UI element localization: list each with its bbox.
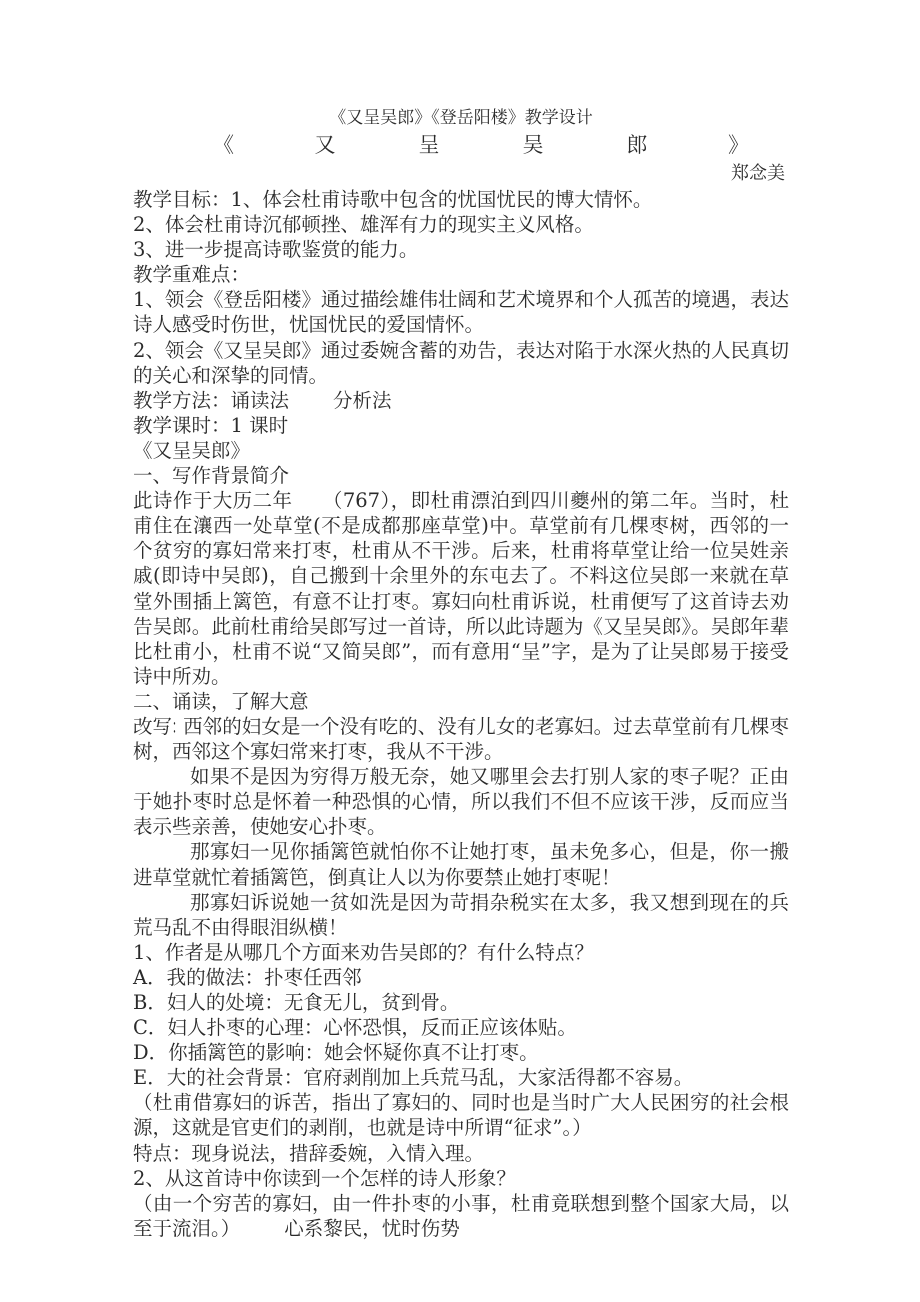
poem-title-char-1: 又	[314, 133, 336, 157]
rewrite-paragraph-2: 如果不是因为穷得万般无奈，她又哪里会去打别人家的枣子呢？正由于她扑枣时总是怀着一种恐惧的心情，所以我们不但不应该干涉，反而应当表示些亲善，使她安心扑枣。	[133, 765, 789, 839]
answer-2-summary: 心系黎民，忧时伤势	[284, 1216, 460, 1240]
document-content	[133, 106, 789, 1241]
parenthetical-note: （杜甫借寡妇的诉苦，指出了寡妇的、同时也是当时广大人民困穷的社会根源，这就是官吏们的剥削，也就是诗中所谓“征求”。）	[133, 1091, 789, 1140]
teaching-method-value: 分析法	[333, 388, 392, 412]
document-header-title: 《又呈吴郎》《登岳阳楼》教学设计	[329, 108, 593, 128]
background-main-part: （767），即杜甫漂泊到四川夔州的第二年。当时，杜甫住在瀼西一处草堂(不是成都那座草堂)中。草堂前有几棵枣树，西邻的一个贫穷的寡妇常来打枣，杜甫从不干涉。后来，杜甫将草堂让给一位吴姓亲戚(即诗中吴郎)，自己搬到十余里外的东屯去了。不料这位吴郎一来就在草堂外围插上篱笆，有意不让打枣。寡妇向杜甫诉说，杜甫便写了这首诗去劝告吴郎。此前杜甫给吴郎写过一首诗，所以此诗题为《又呈吴郎》。吴郎年辈比杜甫小，杜甫不说“又简吴郎”，而有意用“呈”字，是为了让吴郎易于接受诗中所劝。	[133, 489, 789, 688]
rewrite-paragraph-1	[133, 714, 789, 764]
answer-item-a: A．我的做法：扑枣任西邻	[133, 965, 362, 989]
answer-item-d: D．你插篱笆的影响：她会怀疑你真不让打枣。	[133, 1041, 539, 1065]
author-name: 郑念美	[731, 163, 785, 184]
poem-title-char-3: 吴	[522, 133, 544, 157]
section-one-heading: 一、写作背景简介	[133, 464, 290, 488]
key-point-1: 1、领会《登岳阳楼》通过描绘雄伟壮阔和艺术境界和个人孤苦的境遇，表达诗人感受时伤世，忧国忧民的爱国情怀。	[133, 288, 789, 337]
feature-line: 特点：现身说法，措辞委婉，入情入理。	[133, 1141, 485, 1165]
rewrite-paragraph-4: 那寡妇诉说她一贫如洗是因为苛捐杂税实在太多，我又想到现在的兵荒马乱不由得眼泪纵横！	[133, 890, 789, 939]
poem-title-char-5: 》	[728, 133, 749, 157]
rewrite-label: 改写	[133, 714, 173, 738]
key-points-heading: 教学重难点：	[133, 263, 251, 287]
teaching-method-line	[133, 388, 789, 413]
question-1: 1、作者是从哪几个方面来劝告吴郎的？有什么特点？	[133, 940, 594, 964]
poem-section-heading: 《又呈吴郎》	[133, 438, 251, 462]
poem-title-char-2: 呈	[418, 133, 440, 157]
rewrite-paragraph-3: 那寡妇一见你插篱笆就怕你不让她打枣，虽未免多心，但是，你一搬进草堂就忙着插篱笆，倒真让人以为你要禁止她打枣呢！	[133, 840, 789, 889]
answer-item-e: E．大的社会背景：官府剥削加上兵荒马乱，大家活得都不容易。	[133, 1066, 694, 1090]
poem-title-char-0: 《	[213, 133, 234, 157]
teaching-hours: 教学课时：1 课时	[133, 413, 289, 437]
key-point-2: 2、领会《又呈吴郎》通过委婉含蓄的劝告，表达对陷于水深火热的人民真切的关心和深挚的同情。	[133, 338, 789, 387]
answer-2	[133, 1191, 789, 1241]
teaching-method-label: 教学方法：诵读法	[133, 388, 290, 412]
teaching-objective-2: 2、体会杜甫诗沉郁顿挫、雄浑有力的现实主义风格。	[133, 213, 594, 237]
rewrite-body: 西邻的妇女是一个没有吃的、没有儿女的老寡妇。过去草堂前有几棵枣树，西邻这个寡妇常来打枣，我从不干涉。	[133, 714, 789, 764]
answer-item-b: B．妇人的处境：无食无儿，贫到骨。	[133, 991, 460, 1014]
background-date-part: 此诗作于大历二年	[133, 489, 293, 513]
teaching-objective-3: 3、进一步提高诗歌鉴赏的能力。	[133, 238, 419, 262]
answer-2-text: （由一个穷苦的寡妇，由一件扑枣的小事，杜甫竟联想到整个国家大局，以至于流泪。）	[133, 1191, 789, 1240]
rewrite-colon: ：	[172, 714, 183, 738]
section-two-heading: 二、诵读，了解大意	[133, 689, 309, 713]
writing-background-paragraph	[133, 488, 789, 689]
poem-title-char-4: 郎	[626, 133, 648, 157]
teaching-objective-1: 教学目标：1、体会杜甫诗歌中包含的忧国忧民的博大情怀。	[133, 188, 653, 211]
answer-item-c: C．妇人扑枣的心理：心怀恐惧，反而正应该体贴。	[133, 1016, 577, 1040]
question-2: 2、从这首诗中你读到一个怎样的诗人形象？	[133, 1166, 516, 1190]
poem-title-spread	[133, 130, 789, 160]
